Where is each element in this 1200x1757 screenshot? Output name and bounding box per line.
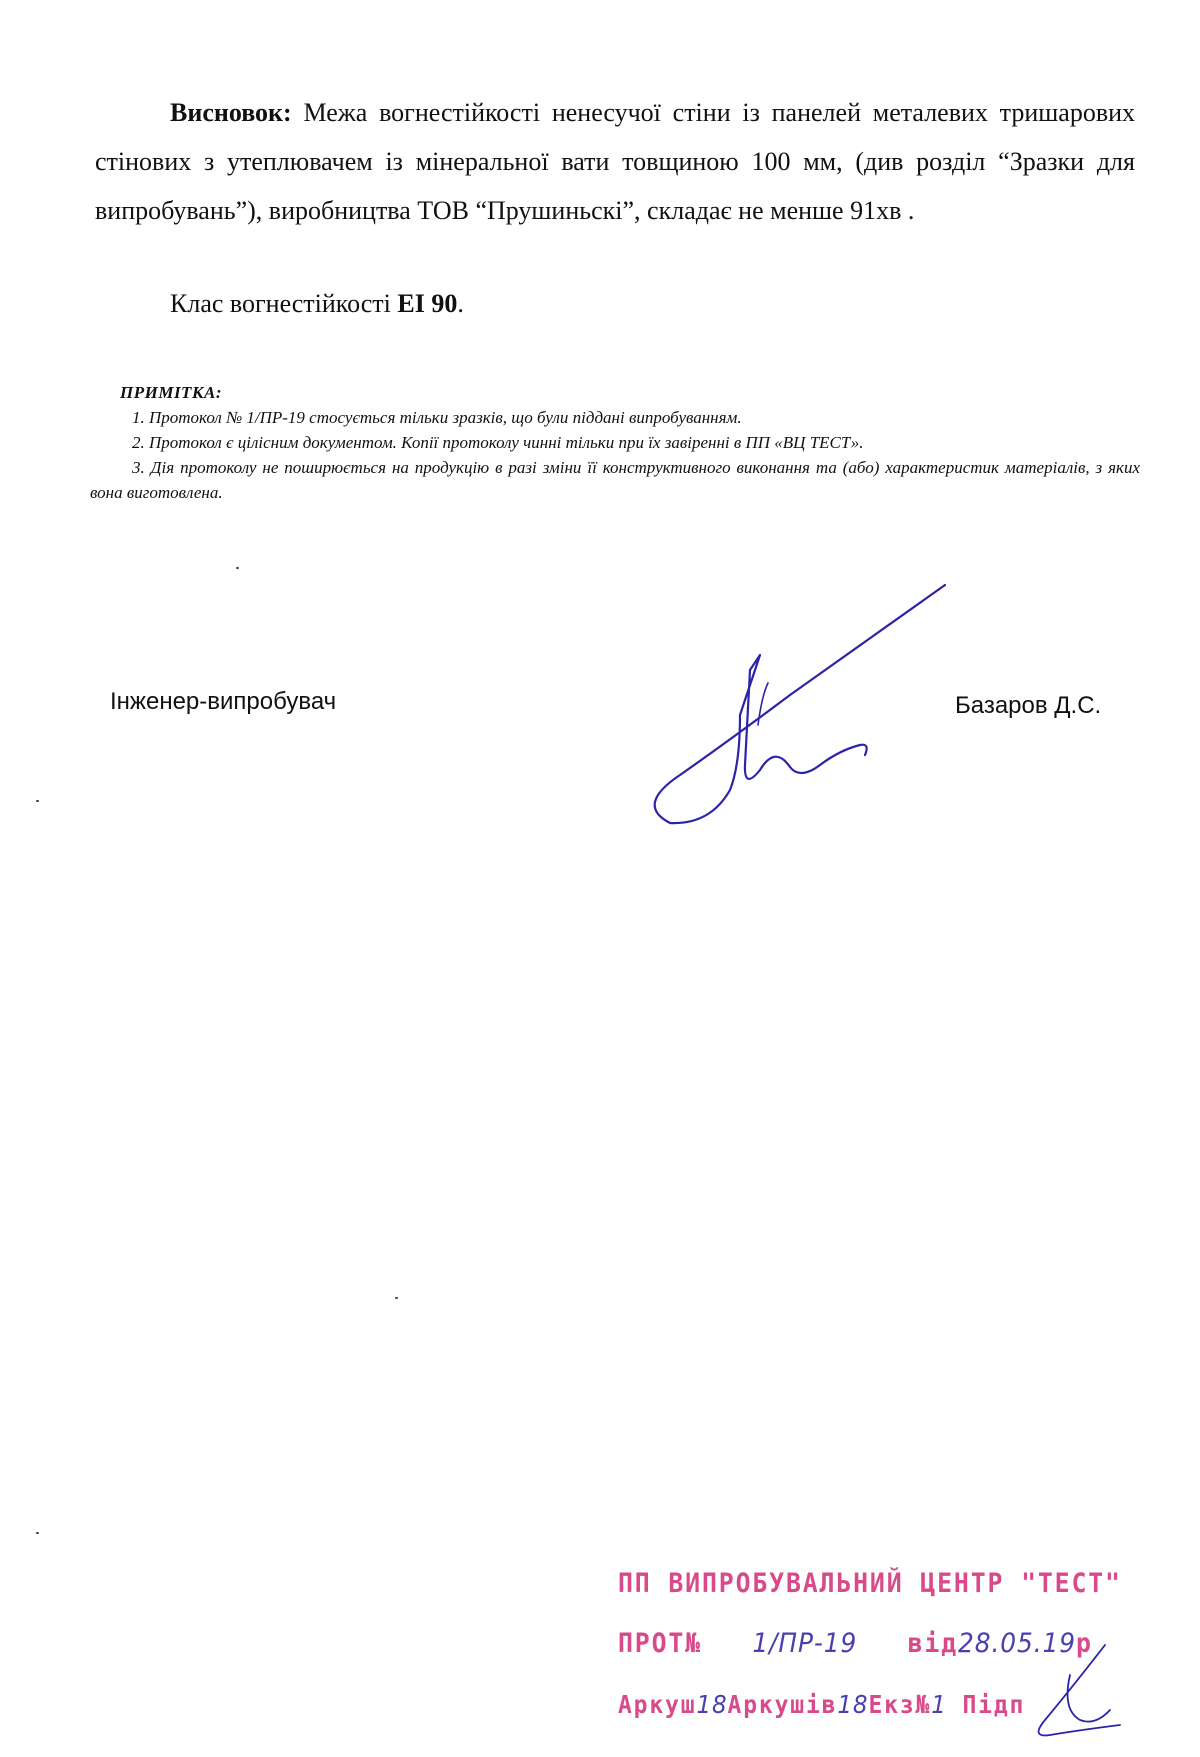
conclusion-paragraph [95,88,1135,235]
stamp-date-suffix: р [1076,1628,1093,1659]
note-title: ПРИМІТКА: [120,383,222,402]
scan-speck [36,1532,39,1534]
stamp-sheet-label: Аркуш [618,1690,697,1719]
stamp-prot-label: ПРОТ№ [618,1628,702,1659]
stamp-sheet: 18 [696,1690,728,1719]
scan-speck [36,800,39,802]
note-item: 1. Протокол № 1/ПР-19 стосується тільки зразків, що були піддані випробуванням. [132,408,742,427]
signer-role: Інженер-випробувач [110,688,337,715]
stamp-prot-number: 1/ПР-19 [752,1628,858,1659]
conclusion-text: Межа вогнестійкості ненесучої стіни із панелей металевих тришарових стінових з утеплювачем із мінеральної вати товщиною 100 мм, (див розділ “Зразки для випробувань”), виробництва ТОВ “Прушиньскі”, складає не менше 91хв . [95,98,1136,225]
stamp-sheets-line [618,1690,1025,1719]
scan-speck [236,567,239,569]
stamp-org: ПП ВИПРОБУВАЛЬНИЙ ЦЕНТР "ТЕСТ" [618,1568,1122,1599]
stamp-signature-icon [1010,1640,1130,1745]
stamp-signed-label: Підп [962,1690,1026,1719]
note-block [90,380,1140,505]
scan-speck [395,1297,398,1299]
stamp-sheets-label: Аркушів [727,1690,838,1719]
signature-icon [640,575,960,845]
stamp-sheets: 18 [837,1690,869,1719]
fire-resistance-class [170,289,464,319]
note-item: 2. Протокол є цілісним документом. Копії протоколу чинні тільки при їх завіренні в ПП «ВЦ ТЕСТ». [132,433,864,452]
stamp-copy: 1 [931,1690,947,1719]
conclusion-label: Висновок: [170,98,292,127]
signer-name: Базаров Д.С. [955,692,1102,719]
stamp-date-label: від [907,1628,959,1659]
stamp-copy-label: Екз№ [868,1690,932,1719]
stamp-date: 28.05.19 [958,1628,1077,1659]
fire-class-end: . [457,289,464,318]
fire-class-label: Клас вогнестійкості [170,289,391,318]
note-item: 3. Дія протоколу не поширюється на продукцію в разі зміни її конструктивного виконання та (або) характеристик матеріалів, з яких вона виготовлена. [90,458,1140,502]
fire-class-value: EI 90 [397,289,458,318]
